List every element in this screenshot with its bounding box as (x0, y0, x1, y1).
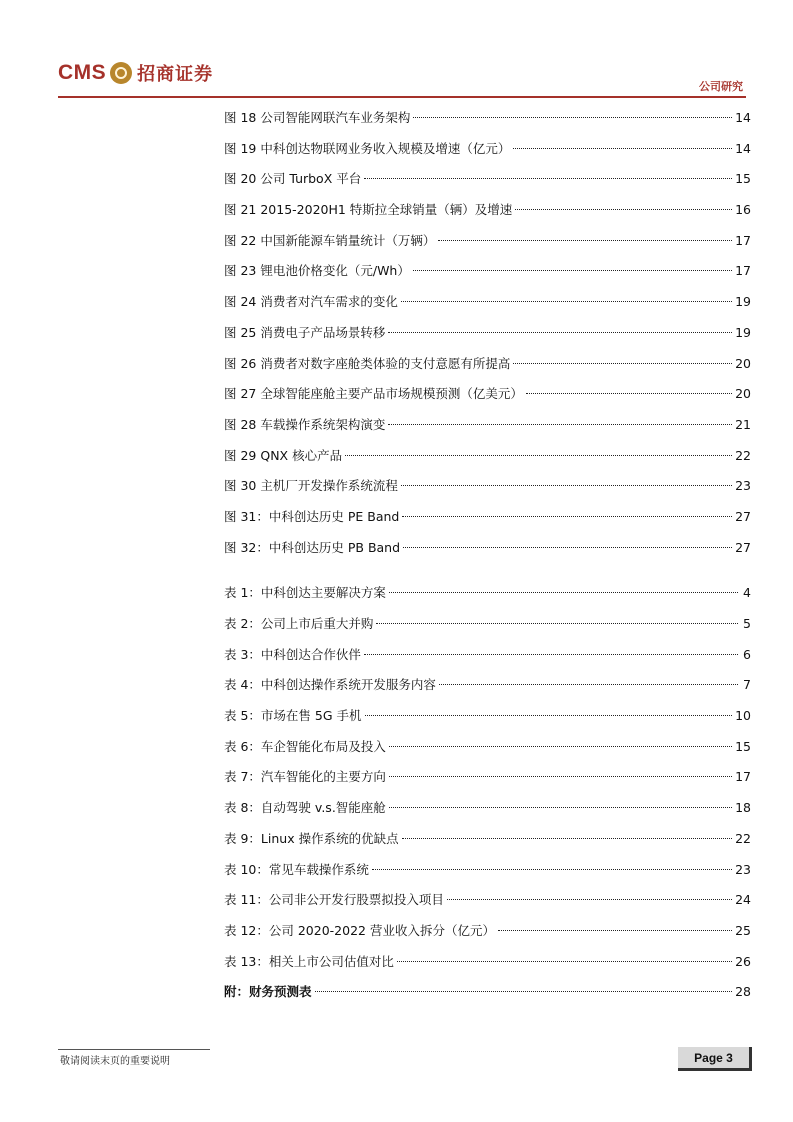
toc-entry[interactable] (224, 670, 751, 701)
toc-entry-page: 7 (743, 677, 751, 693)
toc-entry-title: 图 19 中科创达物联网业务收入规模及增速（亿元） (224, 140, 511, 156)
toc-entry-title: 表 6：车企智能化布局及投入 (224, 738, 386, 754)
toc-leader-dots (438, 240, 732, 241)
toc-entry-page: 26 (735, 953, 751, 969)
toc-entry-page: 15 (735, 738, 751, 754)
toc-entry-title: 附：财务预测表 (224, 984, 312, 1000)
toc-entry-title: 图 26 消费者对数字座舱类体验的支付意愿有所提高 (224, 355, 511, 371)
toc-leader-dots (402, 516, 732, 517)
toc-leader-dots (526, 393, 732, 394)
toc-entry-page: 15 (735, 171, 751, 187)
toc-entry[interactable] (224, 640, 751, 671)
toc-entry-page: 27 (735, 539, 751, 555)
toc-leader-dots (513, 148, 732, 149)
toc-entry-title: 图 27 全球智能座舱主要产品市场规模预测（亿美元） (224, 386, 523, 402)
header-divider (58, 96, 746, 98)
toc-leader-dots (397, 961, 732, 962)
toc-entry-title: 图 32：中科创达历史 PB Band (224, 539, 401, 555)
toc-entry-title: 图 24 消费者对汽车需求的变化 (224, 294, 398, 310)
toc-leader-dots (389, 807, 732, 808)
cms-logo (58, 60, 213, 86)
toc-entry-page: 5 (743, 616, 751, 631)
toc-entry[interactable] (224, 947, 751, 978)
toc-entry[interactable] (224, 885, 751, 916)
toc-entry-page: 28 (735, 984, 751, 1000)
toc-entry-title: 图 23 锂电池价格变化（元/Wh） (224, 263, 410, 279)
list-spacer (224, 563, 751, 578)
toc-entry[interactable] (224, 226, 751, 257)
toc-leader-dots (388, 424, 732, 425)
toc-entry-page: 19 (735, 294, 751, 310)
toc-entry-title: 图 20 公司 TurboX 平台 (224, 171, 362, 187)
toc-entry-title: 表 12：公司 2020-2022 营业收入拆分（亿元） (224, 922, 495, 938)
toc-entry-title: 表 5：市场在售 5G 手机 (224, 708, 362, 724)
toc-entry-page: 20 (735, 355, 751, 371)
toc-entry[interactable] (224, 502, 751, 533)
table-list (224, 578, 751, 1008)
toc-entry-page: 24 (735, 892, 751, 908)
toc-leader-dots (413, 270, 732, 271)
toc-entry-page: 17 (735, 769, 751, 785)
toc-leader-dots (498, 930, 732, 931)
footer-divider (58, 1049, 210, 1050)
toc-entry-title: 图 18 公司智能网联汽车业务架构 (224, 110, 411, 125)
toc-leader-dots (413, 117, 732, 118)
toc-entry-title: 表 4：中科创达操作系统开发服务内容 (224, 677, 436, 693)
toc-entry[interactable] (224, 855, 751, 886)
toc-entry[interactable] (224, 578, 751, 609)
toc-leader-dots (389, 776, 732, 777)
toc-entry-page: 17 (735, 263, 751, 279)
toc-leader-dots (401, 485, 732, 486)
toc-entry-title: 表 3：中科创达合作伙伴 (224, 646, 361, 662)
toc-entry-page: 19 (735, 324, 751, 340)
logo-chinese-text: 招商证券 (137, 64, 214, 85)
toc-entry[interactable] (224, 349, 751, 380)
toc-entry-page: 20 (735, 386, 751, 402)
logo-emblem-icon (110, 62, 132, 84)
toc-leader-dots (388, 332, 732, 333)
toc-entry-title: 图 22 中国新能源车销量统计（万辆） (224, 232, 436, 248)
toc-entry-title: 表 8：自动驾驶 v.s.智能座舱 (224, 800, 386, 816)
toc-entry-title: 图 21 2015-2020H1 特斯拉全球销量（辆）及增速 (224, 202, 513, 218)
toc-entry-page: 27 (735, 508, 751, 524)
toc-entry-title: 表 11：公司非公开发行股票拟投入项目 (224, 892, 444, 908)
page-number-badge: Page 3 (678, 1047, 752, 1071)
toc-entry-page: 4 (743, 585, 751, 601)
footer-disclaimer: 敬请阅读末页的重要说明 (60, 1056, 170, 1067)
toc-entry-title: 图 28 车载操作系统架构演变 (224, 416, 386, 432)
toc-leader-dots (364, 178, 732, 179)
toc-leader-dots (439, 684, 738, 685)
page-header (0, 0, 793, 100)
toc-entry[interactable] (224, 164, 751, 195)
toc-entry-page: 14 (735, 140, 751, 156)
toc-entry[interactable] (224, 103, 751, 134)
toc-leader-dots (447, 899, 732, 900)
toc-leader-dots (315, 991, 733, 992)
toc-entry-title: 表 9：Linux 操作系统的优缺点 (224, 830, 399, 846)
toc-entry-page: 6 (743, 646, 751, 662)
toc-entry-title: 表 2：公司上市后重大并购 (224, 616, 374, 631)
toc-entry-page: 22 (735, 447, 751, 463)
toc-leader-dots (403, 547, 732, 548)
toc-entry-page: 14 (735, 110, 751, 125)
toc-leader-dots (389, 746, 732, 747)
toc-leader-dots (376, 623, 738, 624)
toc-entry[interactable] (224, 701, 751, 732)
toc-entry[interactable] (224, 318, 751, 349)
toc-entry-page: 10 (735, 708, 751, 724)
toc-leader-dots (513, 363, 732, 364)
toc-entry[interactable] (224, 195, 751, 226)
toc-entry-page: 23 (735, 478, 751, 494)
toc-entry[interactable] (224, 379, 751, 410)
toc-entry[interactable] (224, 793, 751, 824)
toc-entry-title: 表 7：汽车智能化的主要方向 (224, 769, 386, 785)
toc-entry[interactable] (224, 256, 751, 287)
toc-entry-page: 21 (735, 416, 751, 432)
toc-leader-dots (345, 455, 732, 456)
toc-entry[interactable] (224, 533, 751, 564)
figure-list (224, 103, 751, 563)
toc-entry-title: 图 25 消费电子产品场景转移 (224, 324, 386, 340)
toc-entry-title: 表 1：中科创达主要解决方案 (224, 585, 386, 601)
toc-entry[interactable] (224, 134, 751, 165)
toc-entry-title: 图 30 主机厂开发操作系统流程 (224, 478, 398, 494)
toc-entry-title: 图 29 QNX 核心产品 (224, 447, 343, 463)
toc-entry-page: 18 (735, 800, 751, 816)
toc-leader-dots (372, 869, 732, 870)
toc-leader-dots (365, 715, 733, 716)
toc-entry-title: 表 13：相关上市公司估值对比 (224, 953, 394, 969)
toc-leader-dots (364, 654, 738, 655)
toc-entry[interactable] (224, 410, 751, 441)
toc-entry-page: 17 (735, 232, 751, 248)
toc-entry[interactable] (224, 609, 751, 640)
toc-entry-title: 表 10：常见车载操作系统 (224, 861, 369, 877)
toc-entry[interactable] (224, 732, 751, 763)
toc-entry-page: 25 (735, 922, 751, 938)
toc-entry[interactable] (224, 977, 751, 1008)
toc-entry[interactable] (224, 471, 751, 502)
toc-entry[interactable] (224, 762, 751, 793)
toc-leader-dots (401, 301, 732, 302)
section-label: 公司研究 (699, 80, 743, 93)
toc-entry[interactable] (224, 441, 751, 472)
toc-leader-dots (515, 209, 732, 210)
toc-leader-dots (389, 592, 738, 593)
toc-leader-dots (402, 838, 733, 839)
toc-entry[interactable] (224, 916, 751, 947)
toc-entry[interactable] (224, 287, 751, 318)
table-of-contents (224, 103, 751, 1008)
toc-entry-page: 16 (735, 202, 751, 218)
toc-entry[interactable] (224, 824, 751, 855)
toc-entry-page: 23 (735, 861, 751, 877)
toc-entry-page: 22 (735, 830, 751, 846)
logo-latin-text: CMS (58, 61, 107, 84)
toc-entry-title: 图 31：中科创达历史 PE Band (224, 508, 400, 524)
